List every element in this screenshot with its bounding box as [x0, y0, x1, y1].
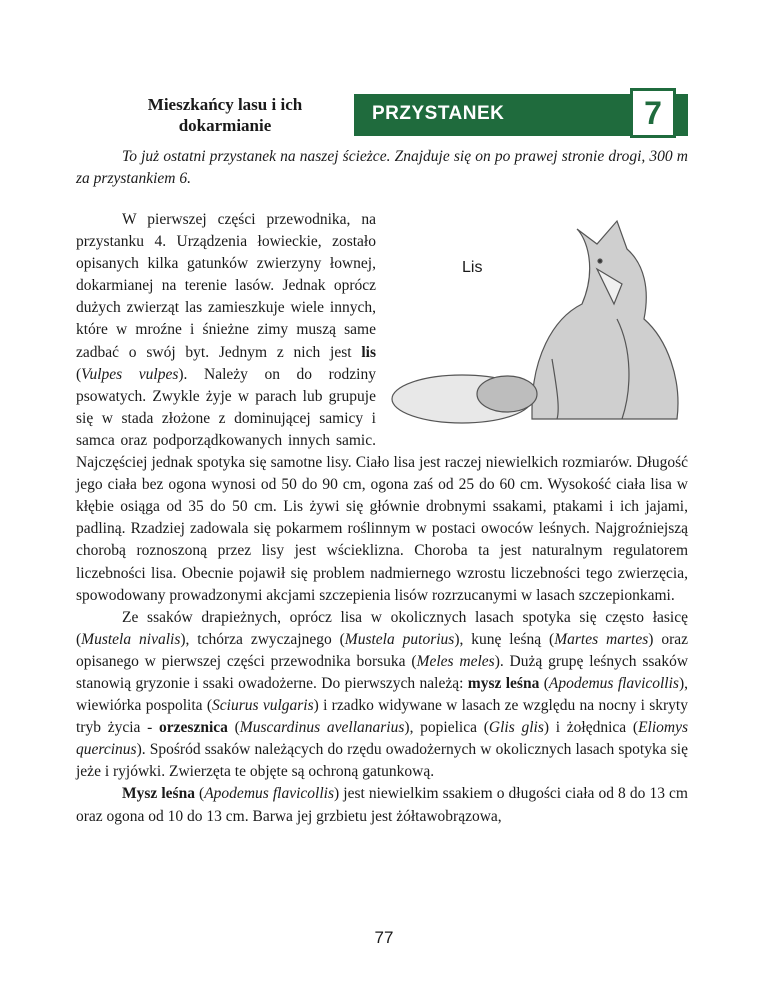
- paragraph-fox: W pierwszej części przewodnika, na przystanku 4. Urządzenia łowieckie, zostało opisanych kilka gatunków zwierzyny łownej, dokarmianej na terenie lasów. Jednak oprócz dużych zwierząt las zamieszkuje wiele innych, które w mroźne i śnieżne zimy muszą same zadbać o swój byt. Jednym z nich jest lis (Vulpes vulpes). Należy on do rodziny psowatych. Zwykle żyje w parach lub grupuje się w stada złożone z dominującej samicy i samca oraz podporządkowanych innych samic. Najczęściej jednak spotyka się samotne lisy. Ciało lisa jest raczej niewielkich rozmiarów. Długość jego ciała bez ogona wynosi od 50 do 90 cm, ogona zaś od 25 do 60 cm. Wysokość ciała lisa w kłębie osiąga od 35 do 50 cm. Lis żywi się głównie drobnymi ssakami, ptakami i ich jajami, padliną. Rzadziej zadowala się pokarmem roślinnym w postaci owoców leśnych. Najgroźniejszą chorobą roznoszoną przez lisy jest wścieklizna. Choroba ta jest naturalnym regulatorem liczebności lisa. Obecnie pojawił się problem nadmiernego wzrostu liczebności tego zwierzęcia, spowodowany prowadzonymi akcjami szczepienia lisów rozrzucanymi w lasach szczepionkami.: [76, 211, 688, 604]
- intro-text: To już ostatni przystanek na naszej ścieżce. Znajduje się on po prawej stronie drogi, 300 m za przystankiem 6.: [76, 148, 688, 187]
- fox-drawing-icon: [382, 209, 694, 432]
- term-fox: lis: [361, 343, 376, 361]
- term-dormouse: orzesznica: [159, 719, 228, 737]
- section-title-line2: dokarmianie: [178, 116, 272, 135]
- term-mouse: mysz leśna: [467, 674, 540, 692]
- stop-banner: [354, 94, 688, 136]
- paragraph-mouse: Mysz leśna (Apodemus flavicollis) jest niewielkim ssakiem o długości ciała od 8 do 13 cm oraz ogona od 10 do 13 cm. Barwa jej grzbietu jest żółtawobrązowa,: [76, 785, 688, 825]
- page-number: 77: [374, 928, 394, 947]
- latin-fox: Vulpes vulpes: [81, 365, 179, 383]
- section-title: [120, 94, 330, 136]
- paragraph-mammals: Ze ssaków drapieżnych, oprócz lisa w okolicznych lasach spotyka się często łasicę (Mustela nivalis), tchórza zwyczajnego (Mustela putorius), kunę leśną (Martes martes) oraz opisanego w pierwszej części przewodnika borsuka (Meles meles). Dużą grupę leśnych ssaków stanowią gryzonie i ssaki owadożerne. Do pierwszych należą: mysz leśna (Apodemus flavicollis), wiewiórka pospolita (Sciurus vulgaris) i rzadko widywane w lasach ze względu na nocny i skryty tryb życia - orzesznica (Muscardinus avellanarius), popielica (Glis glis) i żołędnica (Eliomys quercinus). Spośród ssaków należących do rzędu owadożernych w okolicznych lasach spotyka się jeże i ryjówki. Zwierzęta te objęte są ochroną gatunkową.: [76, 608, 689, 781]
- banner-label: PRZYSTANEK: [372, 103, 505, 124]
- stop-number-box: [630, 88, 676, 138]
- fox-figure: [382, 209, 694, 432]
- term-mouse-heading: Mysz leśna: [122, 785, 195, 803]
- stop-number: 7: [644, 95, 662, 131]
- article-body: [76, 209, 688, 828]
- figure-caption: Lis: [462, 259, 483, 276]
- section-title-line1: Mieszkańcy lasu i ich: [147, 95, 303, 114]
